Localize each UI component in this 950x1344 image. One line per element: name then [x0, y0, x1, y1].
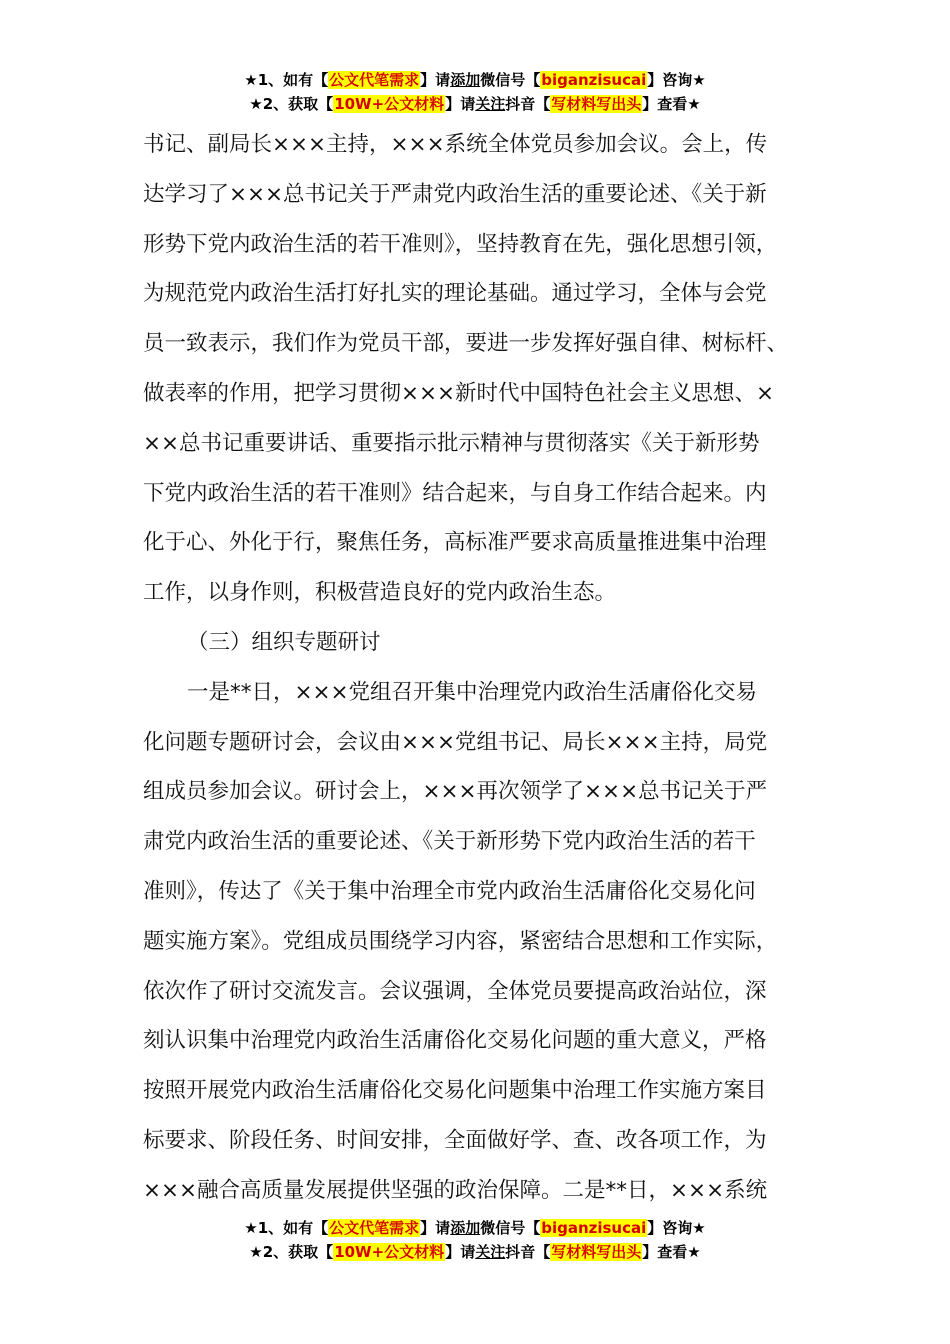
banner-text: 】咨询★: [647, 71, 706, 89]
text-line: 按照开展党内政治生活庸俗化交易化问题集中治理工作实施方案目: [143, 1078, 767, 1104]
text-line: 题实施方案》。党组成员围绕学习内容，紧密结合思想和工作实际，: [143, 928, 778, 954]
text-line: 达学习了×××总书记关于严肃党内政治生活的重要论述、《关于新: [143, 181, 767, 207]
banner-highlight: 10W+公文材料: [334, 95, 445, 113]
text-line: 做表率的作用，把学习贯彻×××新时代中国特色社会主义思想、×: [143, 380, 775, 406]
banner-text: 微信号【: [480, 71, 541, 89]
banner-text: 】咨询★: [647, 1219, 706, 1237]
section-heading: （三）组织专题研讨: [187, 629, 381, 655]
text-line: 刻认识集中治理党内政治生活庸俗化交易化问题的重大意义，严格: [143, 1028, 767, 1054]
banner-text: 】查看★: [642, 1243, 701, 1261]
banner-underlined: 添加: [450, 71, 481, 89]
banner-highlight: 公文代笔需求: [329, 71, 420, 89]
banner-line-1: [0, 68, 950, 92]
text-line: ××总书记重要讲话、重要指示批示精神与贯彻落实《关于新形势: [143, 430, 760, 456]
banner-highlight: 公文代笔需求: [329, 1219, 420, 1237]
banner-highlight: 10W+公文材料: [334, 1243, 445, 1261]
banner-text: 】查看★: [642, 95, 701, 113]
banner-text: 】请: [445, 95, 476, 113]
banner-line-1: [0, 1216, 950, 1240]
text-line: ×××融合高质量发展提供坚强的政治保障。二是**日，×××系统: [143, 1177, 768, 1203]
text-line: 准则》，传达了《关于集中治理全市党内政治生活庸俗化交易化问: [143, 878, 756, 904]
text-line: 员一致表示，我们作为党员干部，要进一步发挥好强自律、树标杆、: [143, 331, 789, 357]
banner-underlined: 添加: [450, 1219, 481, 1237]
top-banner: [0, 68, 950, 116]
banner-text: 】请: [445, 1243, 476, 1261]
banner-text: 】请: [420, 71, 451, 89]
paragraph-first-line: 一是**日，×××党组召开集中治理党内政治生活庸俗化交易: [187, 679, 758, 705]
banner-highlight: biganzisucai: [541, 71, 647, 89]
text-line: 肃党内政治生活的重要论述、《关于新形势下党内政治生活的若干: [143, 829, 756, 855]
banner-text: 微信号【: [480, 1219, 541, 1237]
banner-text: ★2、获取【: [249, 95, 334, 113]
banner-text: ★2、获取【: [249, 1243, 334, 1261]
text-line: 为规范党内政治生活打好扎实的理论基础。通过学习，全体与会党: [143, 281, 767, 307]
text-line: 形势下党内政治生活的若干准则》，坚持教育在先，强化思想引领，: [143, 231, 778, 257]
text-line: 化问题专题研讨会，会议由×××党组书记、局长×××主持，局党: [143, 729, 768, 755]
banner-highlight: 写材料写出头: [551, 1243, 642, 1261]
document-body: [143, 120, 811, 1216]
banner-underlined: 关注: [475, 95, 506, 113]
banner-text: 】请: [420, 1219, 451, 1237]
banner-line-2: [0, 92, 950, 116]
bottom-banner: [0, 1216, 950, 1264]
text-line: 书记、副局长×××主持，×××系统全体党员参加会议。会上，传: [143, 132, 768, 157]
text-line: 下党内政治生活的若干准则》结合起来，与自身工作结合起来。内: [143, 480, 767, 506]
banner-underlined: 关注: [475, 1243, 506, 1261]
banner-line-2: [0, 1240, 950, 1264]
text-line: 组成员参加会议。研讨会上，×××再次领学了×××总书记关于严: [143, 779, 768, 805]
banner-text: 抖音【: [505, 95, 551, 113]
text-line: 标要求、阶段任务、时间安排，全面做好学、查、改各项工作，为: [143, 1127, 767, 1153]
text-line: 工作，以身作则，积极营造良好的党内政治生态。: [143, 580, 617, 606]
text-line: 化于心、外化于行，聚焦任务，高标准严要求高质量推进集中治理: [143, 530, 767, 556]
text-line: 依次作了研讨交流发言。会议强调，全体党员要提高政治站位，深: [143, 978, 767, 1004]
banner-text: ★1、如有【: [244, 1219, 329, 1237]
banner-text: ★1、如有【: [244, 71, 329, 89]
banner-text: 抖音【: [505, 1243, 551, 1261]
banner-highlight: 写材料写出头: [551, 95, 642, 113]
banner-highlight: biganzisucai: [541, 1219, 647, 1237]
